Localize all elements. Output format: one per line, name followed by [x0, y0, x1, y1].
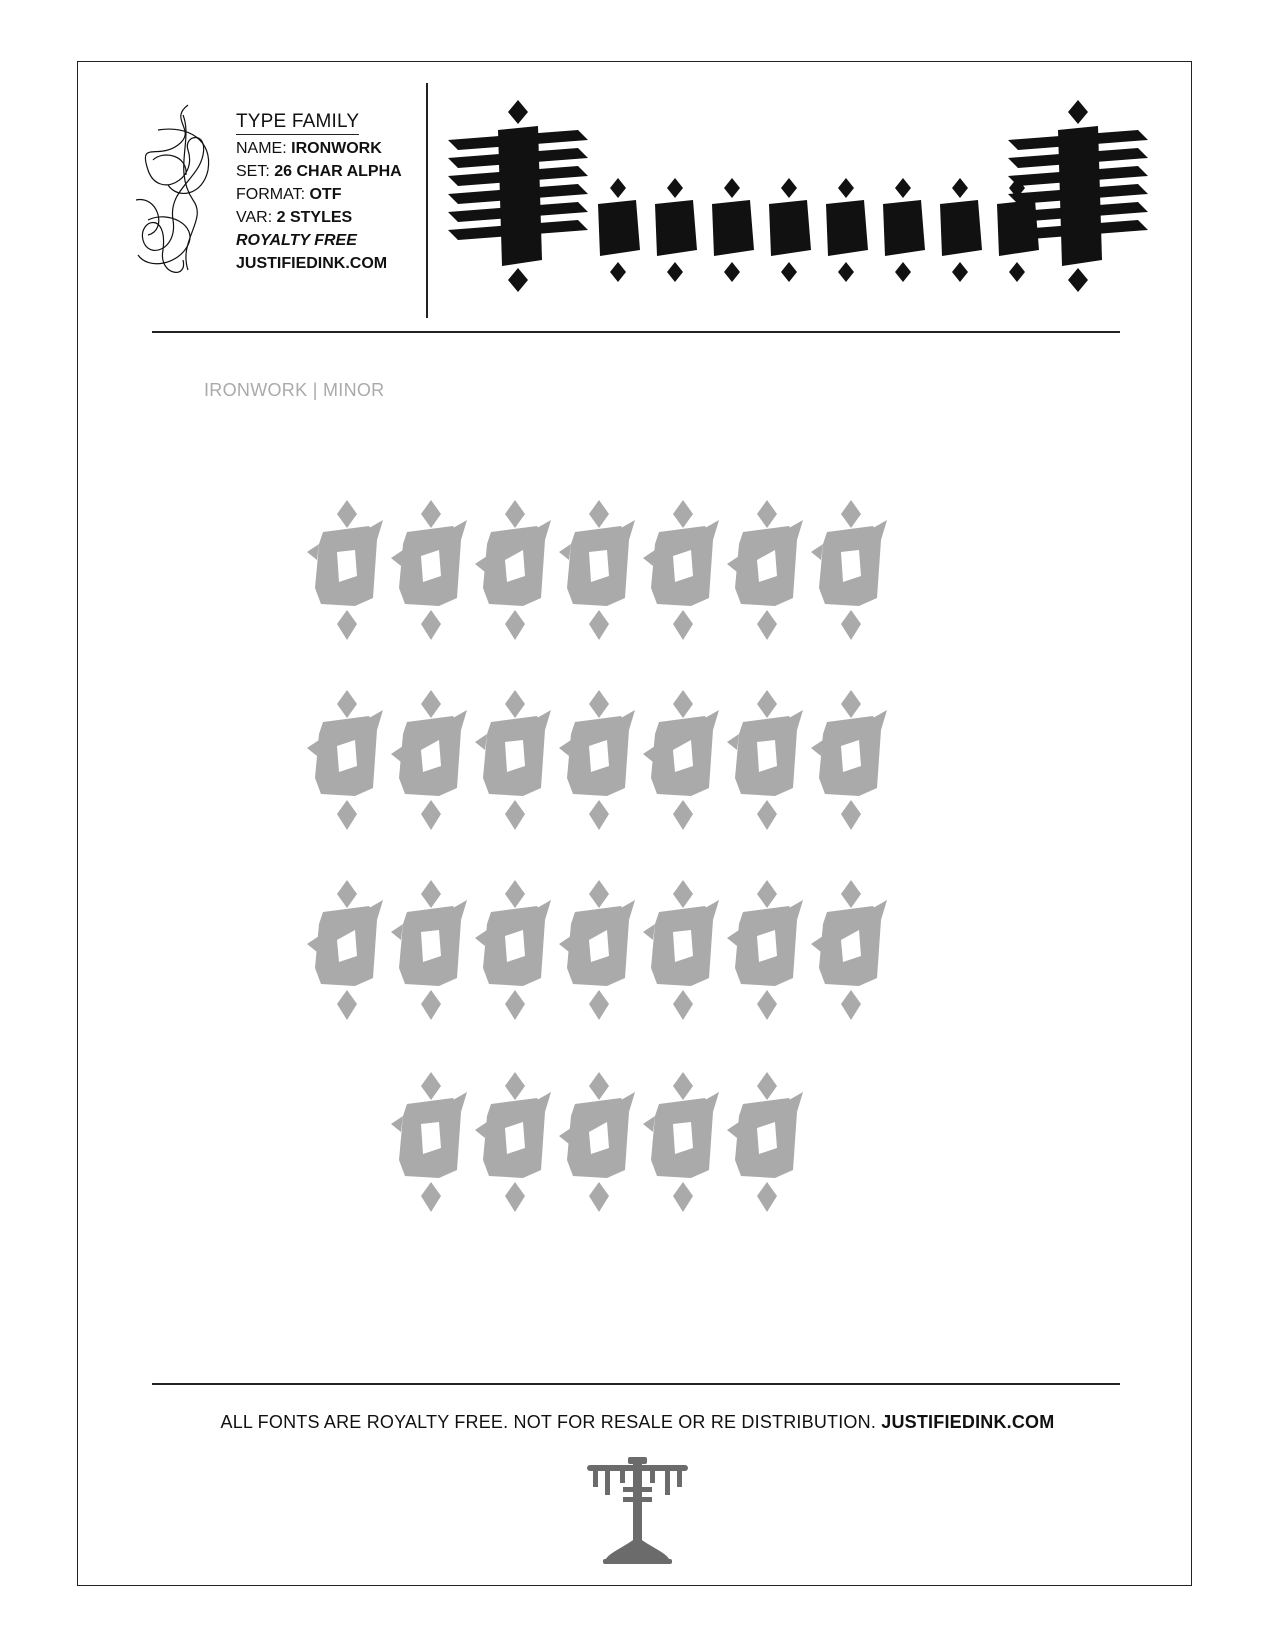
header-divider — [152, 331, 1120, 333]
section-label: IRONWORK | MINOR — [204, 380, 385, 400]
format-value: OTF — [309, 186, 342, 203]
format-label: FORMAT: — [236, 186, 306, 203]
var-row — [236, 206, 402, 229]
set-value: 26 CHAR ALPHA — [274, 163, 402, 180]
name-row — [236, 137, 402, 160]
candelabra-logo-icon — [585, 1457, 690, 1565]
ironwork-title-banner — [448, 100, 1170, 300]
var-label: VAR: — [236, 209, 273, 226]
info-title: TYPE FAMILY — [236, 110, 359, 135]
name-label: NAME: — [236, 140, 287, 157]
footer-notice-text: ALL FONTS ARE ROYALTY FREE. NOT FOR RESALE OR RE DISTRIBUTION. — [220, 1412, 877, 1432]
vertical-divider — [426, 83, 428, 318]
format-row — [236, 183, 402, 206]
website-link[interactable]: JUSTIFIEDINK.COM — [236, 255, 388, 272]
footer-divider — [152, 1383, 1120, 1385]
name-value: IRONWORK — [291, 140, 382, 157]
set-label: SET: — [236, 163, 270, 180]
license-text: ROYALTY FREE — [236, 232, 357, 249]
footer-website-link[interactable]: JUSTIFIEDINK.COM — [881, 1412, 1055, 1432]
type-family-info — [236, 110, 402, 275]
set-row — [236, 160, 402, 183]
footer-notice — [0, 1412, 1275, 1433]
var-value: 2 STYLES — [276, 209, 353, 226]
signature-icon — [128, 100, 218, 285]
